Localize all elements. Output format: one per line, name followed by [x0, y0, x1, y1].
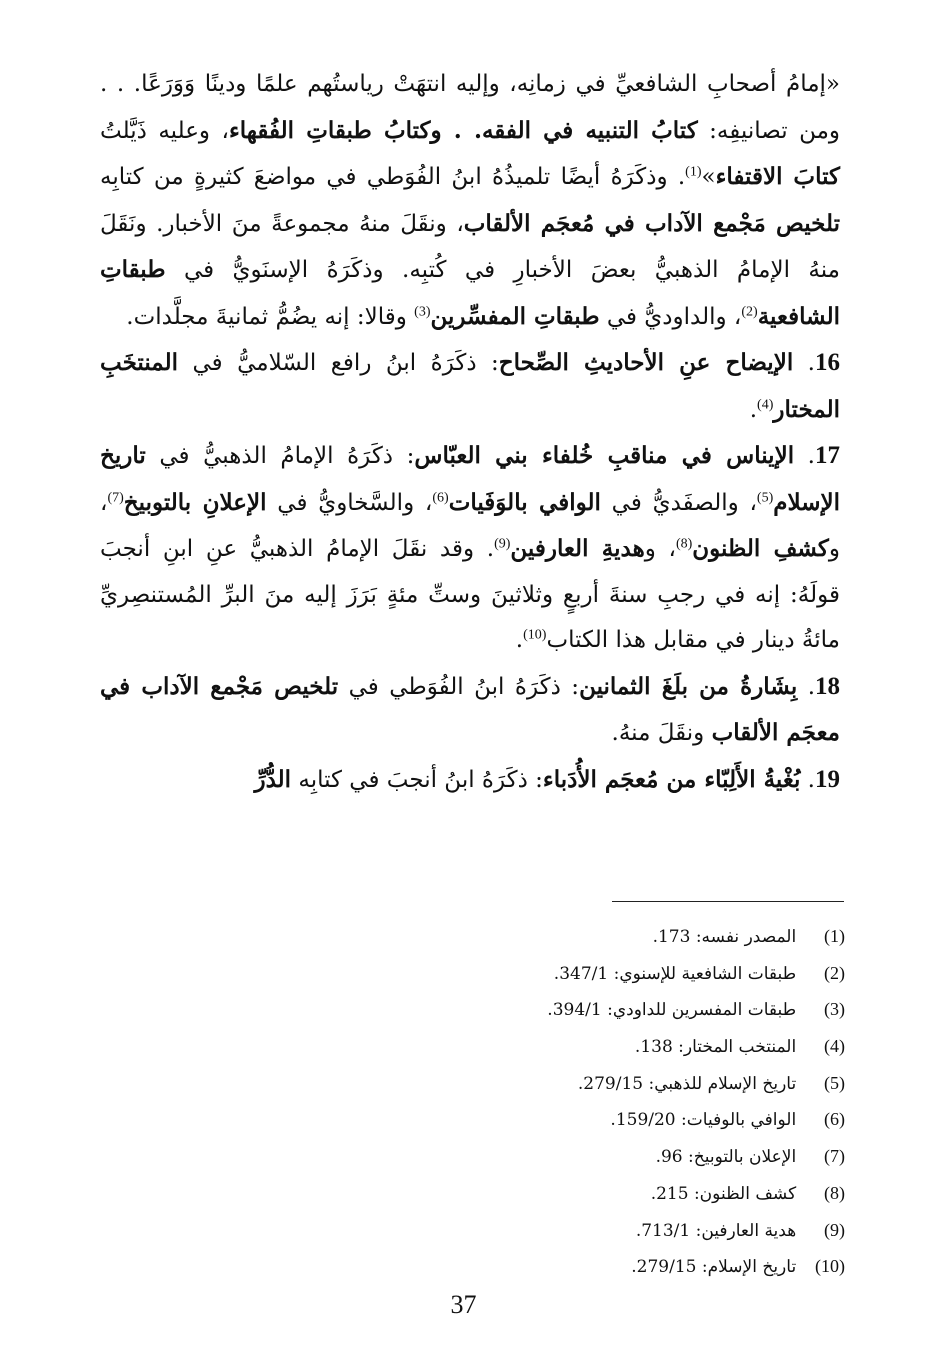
text-run: ، والصفَديُّ في: [600, 489, 757, 516]
main-text: [100, 62, 840, 803]
footnote-ref: (1): [685, 164, 702, 180]
footnote: [300, 955, 845, 992]
footnote-text: الوافي بالوفيات: 159/20.: [610, 1110, 797, 1131]
footnote-separator: [612, 901, 844, 902]
footnote-text: تاريخ الإسلام للذهبي: 279/15.: [577, 1073, 797, 1094]
text-run: ، والسَّخاويُّ في: [266, 489, 433, 516]
book-title: تاريخ الإسلام: [100, 442, 840, 516]
footnote: [300, 1138, 845, 1175]
footnote-ref: (6): [432, 489, 449, 505]
footnote-text: المنتخب المختار: 138.: [634, 1037, 797, 1058]
footnote-text: هدية العارفين: 713/1.: [635, 1220, 797, 1241]
entry-number: 17: [815, 442, 840, 469]
footnote-text: تاريخ الإسلام: 279/15.: [631, 1257, 797, 1278]
footnote: [300, 1248, 845, 1285]
footnote-ref: (5): [756, 489, 774, 505]
text-run: : ذكَرَهُ ابنُ الفُوَطي في: [338, 673, 580, 700]
footnote: [300, 1175, 845, 1212]
paragraph: [100, 340, 840, 433]
text-run: ، و: [644, 536, 676, 562]
footnote-ref: (9): [494, 536, 511, 552]
footnote-text: الإعلان بالتوبيخ: 96.: [655, 1147, 797, 1168]
text-run: .: [794, 443, 815, 469]
text-run: ، والداوديُّ في: [599, 303, 742, 330]
text-run: : ذكَرَهُ ابنُ رافع السّلاميُّ في: [178, 350, 499, 376]
entry-number: 16: [815, 349, 840, 376]
book-title: كتابُ التنبيه في الفقه. . وكتابُ طبقاتِ الفُقهاء: [228, 116, 698, 144]
footnote-number: (4): [824, 1036, 845, 1057]
footnote: [300, 991, 845, 1028]
text-run: ونقَلَ منهُ.: [611, 720, 712, 746]
footnote: [300, 1101, 845, 1138]
footnote: [300, 918, 845, 955]
footnote-text: كشف الظنون: 215.: [650, 1183, 797, 1204]
text-run: «إمامُ أصحابِ الشافعيِّ في زمانِه، وإليه انتهَتْ رياستُهم علمًا ودينًا وَوَرَعًا. . . ومن تصانيفِه:: [100, 71, 841, 144]
footnote-ref: (3): [414, 303, 431, 319]
text-run: ، و: [100, 489, 840, 562]
footnote-number: (7): [824, 1146, 845, 1167]
text-run: : ذكَرَهُ الإمامُ الذهبيُّ في: [145, 443, 415, 469]
footnotes-list: [300, 918, 845, 1285]
text-run: .: [793, 350, 815, 376]
footnote: [300, 1065, 845, 1102]
page-number: 37: [450, 1290, 477, 1319]
paragraph: [100, 757, 840, 804]
book-title: كتابَ الاقتفاء: [715, 163, 840, 190]
footnote-ref: (2): [741, 303, 758, 319]
footnote: [300, 1028, 845, 1065]
entry-number: 18: [815, 672, 841, 700]
book-title: الوافي بالوَفَيات: [448, 488, 601, 516]
book-title: هديةِ العارفين: [510, 535, 645, 562]
book-title: كشفِ الظنون: [692, 535, 829, 562]
footnote: [300, 1212, 845, 1249]
text-run: . وقد نقَلَ الإمامُ الذهبيُّ عنِ ابنِ أنجبَ قولَهُ: إنه في رجبِ سنةَ أربعٍ وثلاثينَ وستِّ مئةٍ بَرَزَ إليه منَ البرِّ المُستنصِريِّ مائةُ دينار في مقابل هذا الكتاب: [100, 536, 840, 653]
footnote-text: المصدر نفسه: 173.: [652, 927, 797, 947]
footnote-ref: (10): [523, 627, 547, 643]
footnote-text: طبقات الشافعية للإسنوي: 347/1.: [553, 963, 797, 984]
book-title: تلخيص مَجْمع الآداب في معجَم الألقاب: [100, 672, 840, 746]
footnote-number: (3): [824, 999, 845, 1020]
book-title: المنتخَبِ المختار: [100, 349, 840, 423]
text-run: »: [701, 164, 716, 190]
text-run: . وذكَرَهُ أيضًا تلميذُهُ ابنُ الفُوَطي في مواضعَ كثيرةٍ من كتابِه: [100, 164, 686, 190]
text-run: ، ونقَلَ منهُ مجموعةً منَ الأخبار. ونَقَلَ منهُ الإمامُ الذهبيُّ بعضَ الأخبارِ في كُتبِه. وذكَرَهُ الإسنَويُّ في: [100, 210, 840, 283]
book-title: الإيناس في مناقبِ خُلفاء بني العبّاس: [414, 442, 795, 469]
book-title: بُغْيةُ الأَلِبّاء من مُعجَم الأُدَباء: [542, 765, 801, 793]
text-run: ، وعليه ذَيَّلتُ: [100, 117, 229, 144]
book-title: الإعلانِ بالتوبيخ: [123, 488, 267, 516]
footnote-number: (1): [824, 926, 845, 946]
book-title: بِشَارةُ من بلَغَ الثمانين: [579, 672, 798, 700]
footnote-number: (10): [815, 1256, 845, 1277]
paragraph: [100, 433, 840, 664]
paragraph: [100, 62, 840, 340]
text-run: .: [749, 396, 758, 423]
text-run: .: [515, 627, 524, 653]
text-run: .: [797, 673, 816, 700]
footnote-number: (6): [824, 1109, 845, 1130]
entry-number: 19: [815, 765, 840, 793]
book-title: الإيضاح عنِ الأحاديثِ الصِّحاح: [498, 349, 794, 376]
book-title: طبقاتِ الشافعية: [100, 256, 840, 330]
footnote-number: (8): [824, 1182, 845, 1203]
footnote-ref: (8): [675, 536, 693, 552]
paragraph: [100, 664, 840, 757]
footnote-ref: (4): [757, 396, 774, 412]
book-title: تلخيص مَجْمع الآداب في مُعجَم الألقاب: [463, 209, 840, 237]
footnote-number: (5): [824, 1072, 845, 1093]
footnote-ref: (7): [107, 489, 124, 505]
text-run: : ذكَرَهُ ابنُ أنجبَ في كتابِه: [291, 766, 543, 793]
text-run: وقالا: إنه يضُمُّ ثمانيةَ مجلَّدات.: [126, 303, 415, 330]
text-run: .: [800, 766, 815, 793]
footnote-number: (9): [824, 1219, 845, 1240]
footnote-text: طبقات المفسرين للداودي: 394/1.: [547, 1000, 797, 1021]
footnote-number: (2): [824, 962, 845, 983]
book-title: طبقاتِ المفسِّرين: [430, 302, 600, 330]
book-title: الدُّرِّ: [254, 765, 292, 793]
